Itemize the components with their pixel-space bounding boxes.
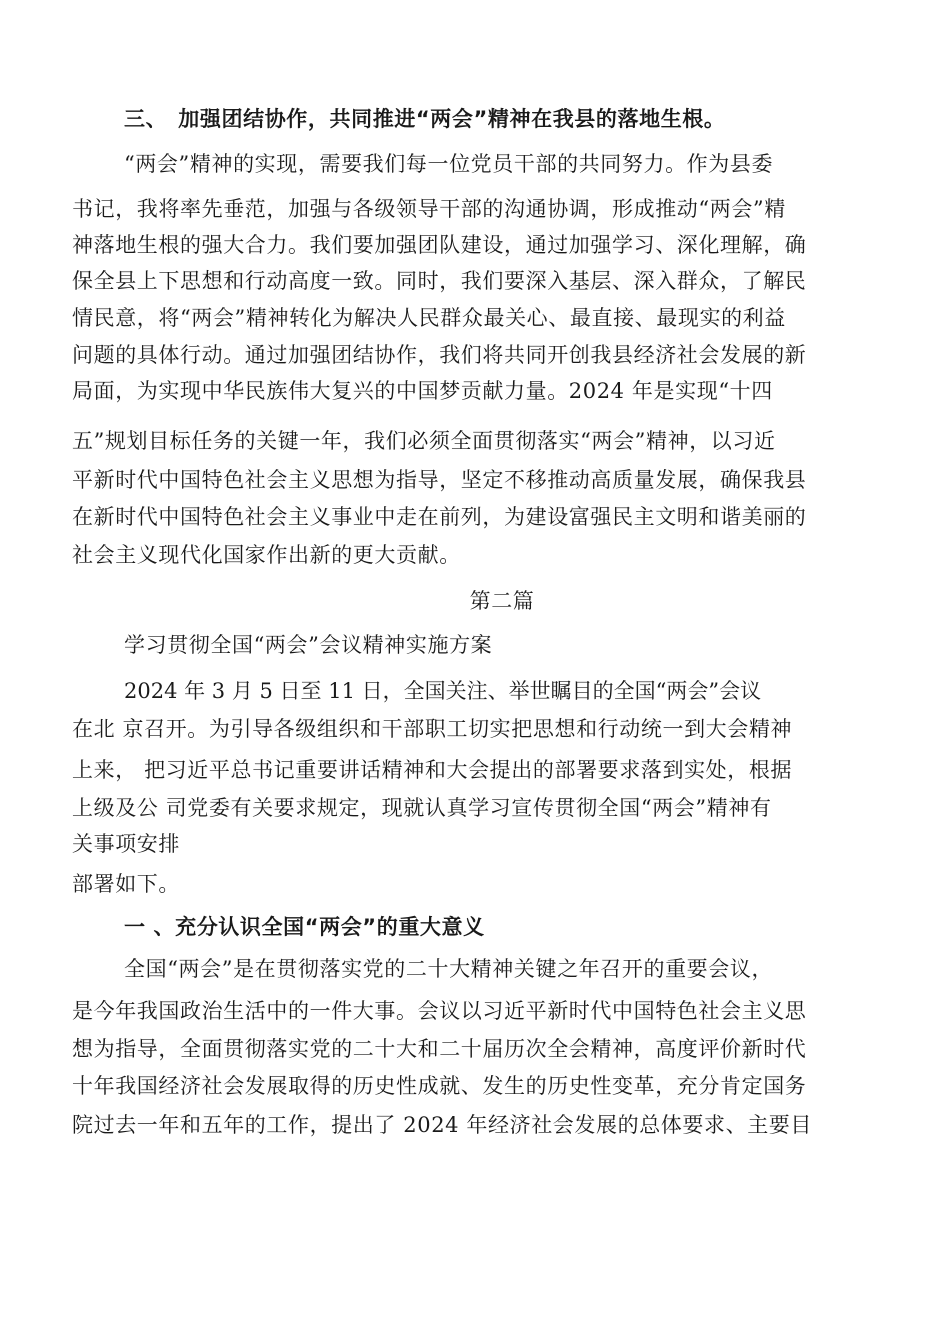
paragraph-line: 全国“两会”是在贯彻落实党的二十大精神关键之年召开的重要会议， (124, 957, 774, 981)
paragraph-line: 书记，我将率先垂范，加强与各级领导干部的沟通协调，形成推动“两会”精 (72, 197, 786, 221)
section-3-heading: 三、 加强团结协作，共同推进“两会”精神在我县的落地生根。 (124, 107, 726, 131)
intro-line: 在北 京召开。为引导各级组织和干部职工切实把思想和行动统一到大会精神 (72, 717, 793, 741)
intro-line: 上来， 把习近平总书记重要讲话精神和大会提出的部署要求落到实处，根据 (72, 758, 793, 782)
intro-line: 关事项安排 (72, 832, 180, 856)
paragraph-line: 在新时代中国特色社会主义事业中走在前列，为建设富强民主文明和谐美丽的 (72, 505, 807, 529)
paragraph-line: 平新时代中国特色社会主义思想为指导，坚定不移推动高质量发展，确保我县 (72, 468, 807, 492)
paragraph-line: “两会”精神的实现，需要我们每一位党员干部的共同努力。作为县委 (124, 152, 774, 176)
section-1-heading: 一 、充分认识全国“两会”的重大意义 (124, 915, 485, 939)
intro-line: 上级及公 司党委有关要求规定，现就认真学习宣传贯彻全国“两会”精神有 (72, 796, 772, 820)
paragraph-line: 局面，为实现中华民族伟大复兴的中国梦贡献力量。2024 年是实现“十四 (72, 379, 773, 403)
paragraph-line: 院过去一年和五年的工作，提出了 2024 年经济社会发展的总体要求、主要目 (72, 1113, 812, 1137)
intro-line: 部署如下。 (72, 872, 180, 896)
intro-line: 2024 年 3 月 5 日至 11 日，全国关注、举世瞩目的全国“两会”会议 (124, 679, 762, 703)
part-two-title: 第二篇 (469, 589, 535, 613)
paragraph-line: 情民意，将“两会”精神转化为解决人民群众最关心、最直接、最现实的利益 (72, 306, 786, 330)
paragraph-line: 问题的具体行动。通过加强团结协作，我们将共同开创我县经济社会发展的新 (72, 343, 807, 367)
plan-title: 学习贯彻全国“两会”会议精神实施方案 (124, 633, 493, 657)
paragraph-line: 十年我国经济社会发展取得的历史性成就、发生的历史性变革，充分肯定国务 (72, 1074, 807, 1098)
paragraph-line: 五”规划目标任务的关键一年，我们必须全面贯彻落实“两会”精神，以习近 (72, 429, 776, 453)
paragraph-line: 是今年我国政治生活中的一件大事。会议以习近平新时代中国特色社会主义思 (72, 999, 807, 1023)
paragraph-line: 神落地生根的强大合力。我们要加强团队建设，通过加强学习、深化理解，确 (72, 233, 807, 257)
paragraph-line: 社会主义现代化国家作出新的更大贡献。 (72, 543, 461, 567)
paragraph-line: 想为指导，全面贯彻落实党的二十大和二十届历次全会精神，高度评价新时代 (72, 1037, 807, 1061)
paragraph-line: 保全县上下思想和行动高度一致。同时，我们要深入基层、深入群众，了解民 (72, 269, 807, 293)
